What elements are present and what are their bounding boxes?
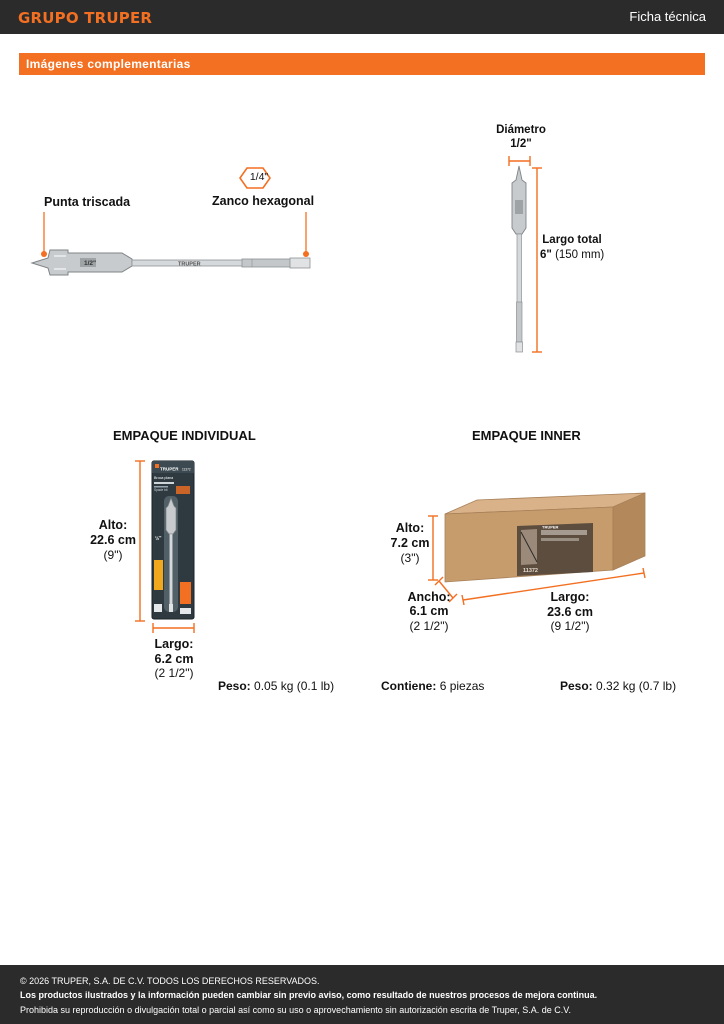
inner-length-value: 23.6 cm [547,605,593,619]
footer-copyright: © 2026 TRUPER, S.A. DE C.V. TODOS LOS DERECHOS RESERVADOS. [20,976,320,986]
footer [0,965,724,1024]
total-length-value [540,249,606,261]
inner-length-imperial: (9 1/2") [550,619,590,633]
shank-label: Zanco hexagonal [212,194,315,208]
inner-length-label: Largo: [550,590,590,604]
total-length-metric: (150 mm) [555,249,605,261]
pack-brand-text: TRUPER [160,466,179,472]
inner-contains-label: Contiene: [381,679,437,693]
pack-size-text: ½" [155,536,162,542]
individual-length-imperial: (2 1/2") [154,666,194,680]
individual-height-value: 22.6 cm [90,533,136,547]
individual-height-imperial: (9") [103,548,123,562]
diameter-label: Diámetro [496,124,546,136]
inner-height-label: Alto: [395,521,425,535]
inner-height-imperial: (3") [400,551,420,565]
brand-logo: GRUPO TRUPER [18,9,153,27]
inner-weight [560,679,676,693]
footer-notice: Los productos ilustrados y la información pueden cambiar sin previo aviso, como resultado de nuestros procesos de mejora continua. [20,990,598,1000]
inner-width-value: 6.1 cm [409,604,449,618]
hex-shank-size: 1/4" [249,171,269,183]
diameter-value: 1/2" [510,138,532,150]
individual-length-label: Largo: [154,637,194,651]
header-bar [0,0,724,34]
individual-weight-value: 0.05 kg (0.1 lb) [254,679,335,693]
section-bar [19,53,705,75]
individual-length-value: 6.2 cm [154,652,194,666]
total-length-label: Largo total [542,234,602,246]
bit-size-marking: 1/2" [84,260,97,267]
inner-width-imperial: (2 1/2") [409,619,449,633]
inner-contains-value: 6 piezas [439,679,485,693]
inner-weight-value: 0.32 kg (0.7 lb) [596,679,677,693]
section-title: Imágenes complementarias [26,57,191,71]
total-length-inches: 6" [540,249,552,261]
pack-subtitle-text: Spade bit [154,488,168,492]
individual-weight-label: Peso: [218,679,251,693]
spade-bit-horizontal-figure [28,160,328,280]
individual-pack-heading: EMPAQUE INDIVIDUAL [113,428,256,443]
pack-title-text: Broca plana [154,476,174,480]
bit-brand-marking: TRUPER [178,261,201,268]
inner-contains [381,679,484,693]
individual-pack-figure [130,456,202,638]
pack-code-text: 11372 [182,467,191,472]
individual-weight [218,679,334,693]
inner-weight-label: Peso: [560,679,593,693]
tip-label: Punta triscada [44,195,131,209]
inner-width-label: Ancho: [407,590,451,604]
box-brand-text: TRUPER [542,524,559,530]
inner-height-value: 7.2 cm [390,536,430,550]
inner-pack-heading: EMPAQUE INNER [472,428,581,443]
document-type: Ficha técnica [629,9,706,24]
box-side-face [613,493,645,570]
footer-legal: Prohibida su reproducción o divulgación total o parcial así como su uso o aprovechamiento sin autorización escrita de Truper, S.A. de C.V. [20,1005,571,1015]
box-code-text: 11372 [523,568,538,574]
individual-height-label: Alto: [98,518,128,532]
